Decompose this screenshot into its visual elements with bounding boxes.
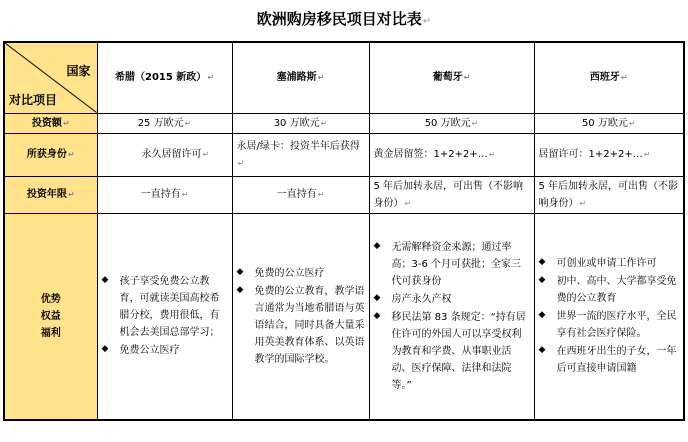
cell-identity-greece: 永久居留许可↵ [97, 133, 232, 176]
corner-country-label: 国家 [66, 64, 91, 78]
cell-benefits-greece [97, 213, 232, 420]
row-label-identity: 所获身份↵ [4, 133, 97, 176]
row-investment [4, 113, 684, 133]
comparison-table [3, 41, 685, 421]
paragraph-mark: ↵ [422, 16, 432, 27]
list-item: ◆ 移民法第 83 条规定：“持有居住许可的外国人可以享受权利为教育和学费、从事职业活动、医疗保障、法律和法院等。” [373, 310, 526, 391]
col-header-cyprus: 塞浦路斯↵ [232, 42, 369, 113]
page-title [0, 8, 688, 32]
cell-investment-spain: 50 万欧元↵ [534, 113, 684, 133]
row-holding [4, 176, 684, 213]
diamond-bullet-icon: ◆ [373, 240, 381, 251]
diamond-bullet-icon: ◆ [101, 275, 109, 286]
list-item: ◆ 可创业或申请工作许可 [538, 257, 657, 270]
list-item: ◆ 房产永久产权 [373, 292, 452, 305]
cell-holding-spain: 5 年后加转永居，可出售（不影响身份）↵ [534, 176, 684, 213]
cell-benefits-spain [534, 213, 684, 420]
cell-investment-portugal: 50 万欧元↵ [369, 113, 534, 133]
list-item: ◆ 初中、高中、大学都享受免费的公立教育 [538, 275, 677, 305]
diamond-bullet-icon: ◆ [538, 257, 546, 268]
diamond-bullet-icon: ◆ [373, 292, 381, 303]
cell-holding-portugal: 5 年后加转永居，可出售（不影响身份）↵ [369, 176, 534, 213]
diamond-bullet-icon: ◆ [236, 266, 244, 277]
header-row [4, 42, 684, 113]
cell-benefits-cyprus [232, 213, 369, 420]
row-identity [4, 133, 684, 176]
cell-identity-cyprus: 永居/绿卡：投资半年后获得↵ [232, 133, 369, 176]
list-item: ◆ 在西班牙出生的子女，一年后可直接申请国籍 [538, 345, 677, 375]
row-label-investment: 投资额↵ [4, 113, 97, 133]
list-item: ◆ 孩子享受免费公立教育，可就读美国高校希腊分校，费用很低，有机会去美国总部学习； [101, 275, 220, 339]
cell-holding-cyprus: 一直持有↵ [232, 176, 369, 213]
row-label-benefits: 优势 权益 福利 [4, 213, 97, 420]
list-item: ◆ 免费的公立教育，教学语言通常为当地希腊语与英语结合，同时具备大量采用英美教育体系、以英语教学的国际学校。 [236, 284, 365, 365]
col-header-portugal: 葡萄牙↵ [369, 42, 534, 113]
diamond-bullet-icon: ◆ [538, 310, 546, 321]
list-item: ◆ 免费的公立医疗 [236, 266, 325, 279]
cell-holding-greece: 一直持有↵ [97, 176, 232, 213]
list-item: ◆ 免费公立医疗 [101, 344, 180, 357]
diamond-bullet-icon: ◆ [538, 345, 546, 356]
cell-benefits-portugal [369, 213, 534, 420]
cell-investment-greece: 25 万欧元↵ [97, 113, 232, 133]
corner-item-label: 对比项目 [9, 93, 58, 108]
list-item: ◆ 无需解释资金来源；通过率高；3-6 个月可获批；全家三代可获身份 [373, 240, 522, 287]
corner-header-cell [4, 42, 97, 113]
col-header-greece: 希腊（2015 新政）↵ [97, 42, 232, 113]
list-item: ◆ 世界一流的医疗水平，全民享有社会医疗保险。 [538, 310, 677, 340]
cell-identity-portugal: 黄金居留签：1+2+2+…↵ [369, 133, 534, 176]
cell-identity-spain: 居留许可：1+2+2+…↵ [534, 133, 684, 176]
col-header-spain: 西班牙↵ [534, 42, 684, 113]
diamond-bullet-icon: ◆ [236, 284, 244, 295]
diamond-bullet-icon: ◆ [373, 310, 381, 321]
diamond-bullet-icon: ◆ [101, 344, 109, 355]
title-text: 欧洲购房移民项目对比表 [256, 10, 422, 28]
diamond-bullet-icon: ◆ [538, 275, 546, 286]
row-label-holding: 投资年限↵ [4, 176, 97, 213]
row-benefits [4, 213, 684, 420]
cell-investment-cyprus: 30 万欧元↵ [232, 113, 369, 133]
